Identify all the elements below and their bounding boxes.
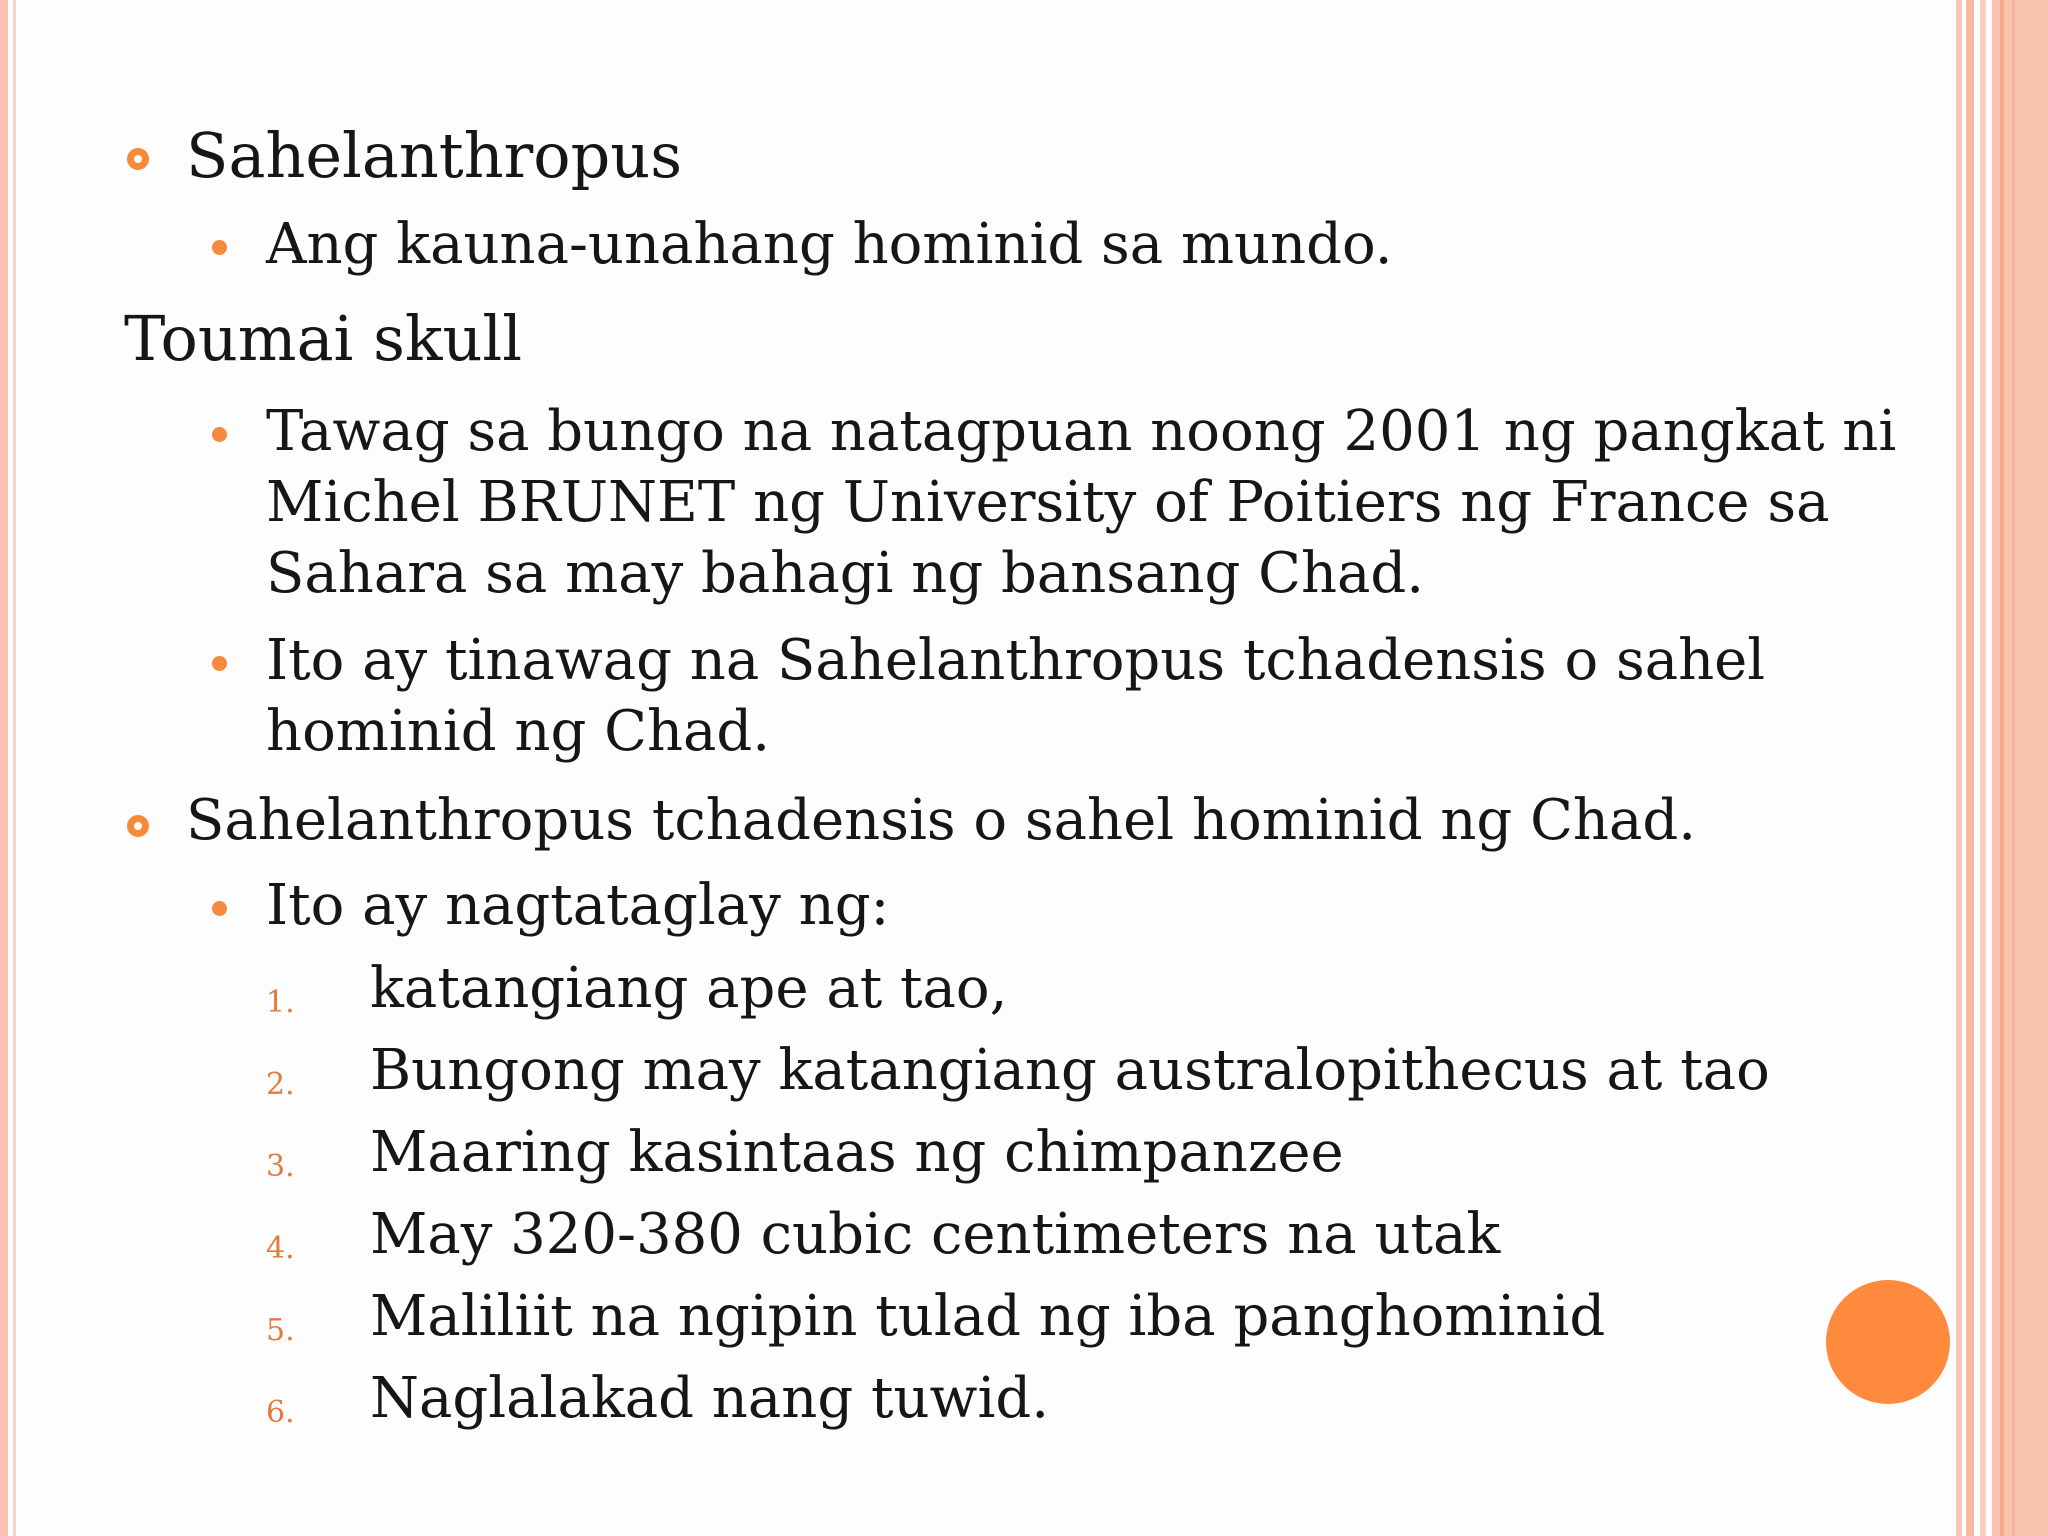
list-item: Maaring kasintaas ng chimpanzee xyxy=(370,1120,1344,1185)
dot-bullet-icon xyxy=(212,656,227,671)
list-number: 1. xyxy=(266,985,295,1020)
outline-subitem: Ito ay nagtataglay ng: xyxy=(266,873,890,938)
outline-subitem-line: Ito ay tinawag na Sahelanthropus tchadensis o sahel xyxy=(266,628,1766,693)
dot-bullet-icon xyxy=(212,427,227,442)
list-item: May 320-380 cubic centimeters na utak xyxy=(370,1202,1501,1267)
right-frame-stripe xyxy=(1980,0,1986,1536)
accent-circle xyxy=(1826,1280,1950,1404)
list-number: 5. xyxy=(266,1313,295,1348)
outline-subitem-line: Sahara sa may bahagi ng bansang Chad. xyxy=(266,541,1425,606)
list-item: Bungong may katangiang australopithecus at tao xyxy=(370,1038,1770,1103)
outline-subitem-line: Michel BRUNET ng University of Poitiers ng France sa xyxy=(266,470,1830,535)
outline-subitem-line: Tawag sa bungo na natagpuan noong 2001 ng pangkat ni xyxy=(266,399,1897,464)
ring-bullet-icon xyxy=(127,815,149,837)
list-number: 6. xyxy=(266,1395,295,1430)
list-item: Naglalakad nang tuwid. xyxy=(370,1366,1050,1431)
list-item: katangiang ape at tao, xyxy=(370,956,1008,1021)
list-number: 4. xyxy=(266,1231,295,1266)
list-number: 2. xyxy=(266,1067,295,1102)
dot-bullet-icon xyxy=(212,240,227,255)
right-frame-line xyxy=(2012,0,2015,1536)
list-item: Maliliit na ngipin tulad ng iba panghominid xyxy=(370,1284,1606,1349)
right-frame-line xyxy=(2000,0,2004,1536)
outline-item-title: Sahelanthropus xyxy=(186,119,683,192)
list-number: 3. xyxy=(266,1149,295,1184)
right-frame-stripe xyxy=(1966,0,1974,1536)
outline-item-title: Sahelanthropus tchadensis o sahel hominid ng Chad. xyxy=(186,788,1697,853)
left-frame-stripe xyxy=(0,0,8,1536)
outline-subitem-line: hominid ng Chad. xyxy=(266,699,771,764)
right-frame-stripe xyxy=(1956,0,1962,1536)
section-heading: Toumai skull xyxy=(124,302,523,375)
outline-subitem: Ang kauna-unahang hominid sa mundo. xyxy=(266,212,1393,277)
ring-bullet-icon xyxy=(127,148,149,170)
dot-bullet-icon xyxy=(212,901,227,916)
left-frame-stripe-thin xyxy=(13,0,16,1536)
